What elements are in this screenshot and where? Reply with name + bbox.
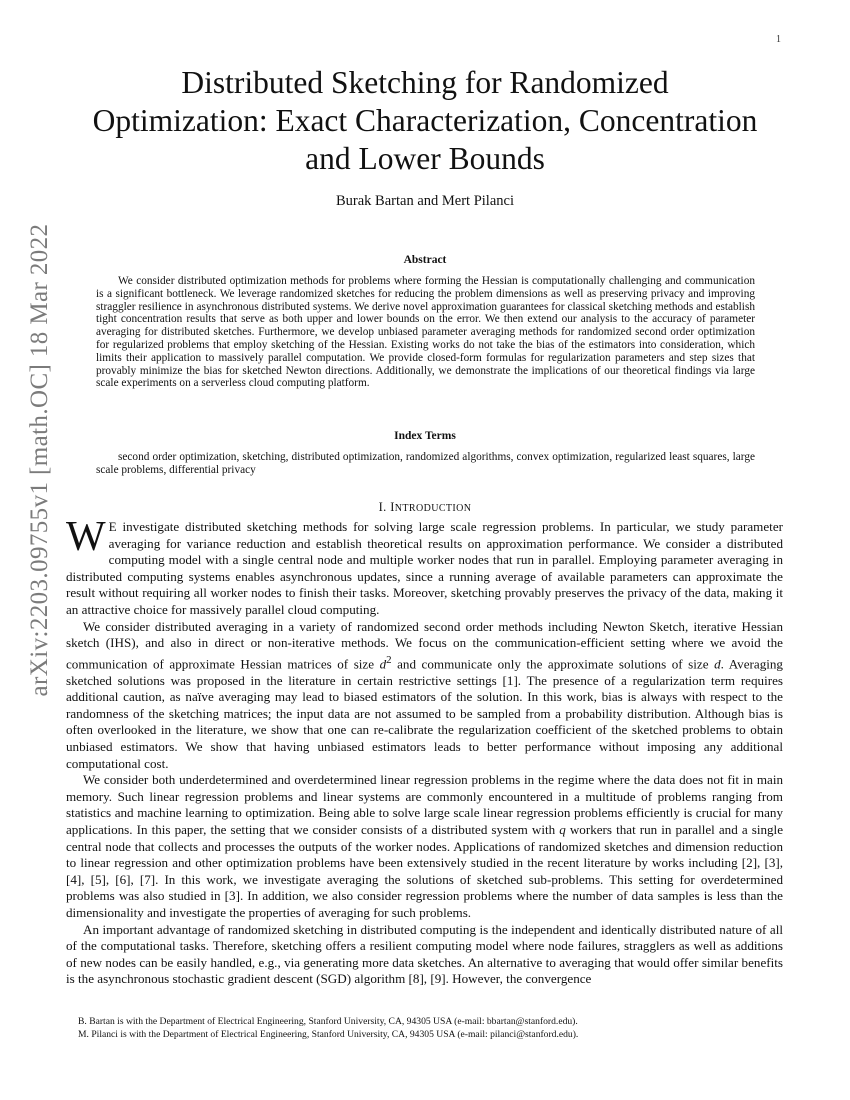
math-d: d [714, 656, 721, 672]
intro-paragraph-3 [66, 772, 783, 921]
paragraph-text: We consider distributed averaging in a variety of randomized second order methods including Newton Sketch, iterative Hessian sketch (IHS), and also in direct or non-iterative methods. We focus on the communication-efficient setting where we avoid the communication of approximate Hessian matrices of size [66, 618, 783, 672]
footnotes [78, 1016, 778, 1041]
math-exponent: 2 [386, 653, 392, 666]
title-line: and Lower Bounds [305, 141, 545, 176]
math-d: d [379, 656, 387, 672]
footnote-author-2: M. Pilanci is with the Department of Electrical Engineering, Stanford University, CA, 94305 USA (e-mail: pilanci@stanford.edu). [78, 1028, 579, 1040]
footnote-author-1: B. Bartan is with the Department of Electrical Engineering, Stanford University, CA, 94305 USA (e-mail: bbartan@stanford.edu). [78, 1016, 578, 1027]
section-heading-introduction [60, 500, 790, 515]
intro-paragraph-1-text: E investigate distributed sketching methods for solving large scale regression problems. In particular, we study parameter averaging for variance reduction and establish theoretical results on approximation performance. We consider a distributed computing model with a single central node and multiple worker nodes that run in parallel. Employing parameter averaging in distributed computing systems enables asynchronous updates, since a running average of available parameters can approximate the result without requiring all worker nodes to finish their tasks. Moreover, sketching provably preserves the privacy of the data, making it an attractive choice for massively parallel cloud computing. [66, 519, 783, 617]
page-number: 1 [776, 34, 781, 45]
section-number: I. [378, 500, 387, 514]
author-list: Burak Bartan and Mert Pilanci [336, 193, 514, 209]
index-terms-heading: Index Terms [394, 430, 456, 442]
drop-cap: W [66, 514, 106, 560]
index-terms-text: second order optimization, sketching, distributed optimization, randomized algorithms, convex optimization, regularized least squares, large scale problems, differential privacy [96, 451, 755, 476]
section-title-initial: I [390, 500, 395, 514]
section-title [390, 500, 471, 514]
title-line: Optimization: Exact Characterization, Concentration [92, 103, 758, 138]
section-title-rest: NTRODUCTION [394, 503, 472, 514]
intro-paragraph-4: An important advantage of randomized sketching in distributed computing is the independent and identically distributed nature of all of the computational tasks. Therefore, sketching offers a resilient computing model where node failures, stragglers as well as additions of new nodes can be easily handled, e.g., via generating more data sketches. An alternative to averaging that would offer similar benefits is the asynchronous stochastic gradient descent (SGD) algorithm [8], [9]. However, the convergence [66, 921, 783, 987]
intro-paragraph-1 [66, 514, 783, 619]
abstract-text: We consider distributed optimization methods for problems where forming the Hessian is computationally challenging and communication is a significant bottleneck. We leverage randomized sketches for reducing the problem dimensions as well as preserving privacy and improving straggler resilience in asynchronous distributed systems. We derive novel approximation guarantees for classical sketching methods and establish tight concentration results that serve as both upper and lower bounds on the error. We then extend our analysis to the accuracy of parameter averaging for distributed sketches. Furthermore, we develop unbiased parameter averaging methods for randomized second order optimization for regularized problems that employ sketching of the Hessian. Existing works do not take the bias of the estimators into consideration, which limits their application to massively parallel computation. We provide closed-form formulas for regularization parameters and step sizes that provably minimize the bias for sketched Newton directions. Additionally, we demonstrate the implications of our theoretical findings via large scale experiments on a serverless cloud computing platform. [96, 275, 755, 390]
paragraph-text: and communicate only the approximate solutions of size [391, 656, 715, 672]
title-line: Distributed Sketching for Randomized [181, 65, 669, 100]
arxiv-identifier-stamp[interactable]: arXiv:2203.09755v1 [math.OC] 18 Mar 2022 [26, 223, 53, 697]
paper-title [60, 64, 790, 178]
introduction-body [66, 514, 784, 988]
paragraph-text: . Averaging sketched solutions was proposed in the literature in certain restrictive settings [1]. The presence of a regularization term requires additional caution, as naïve averaging may lead to biased estimators of the solution. In this work, bias is always with respect to the randomness of the sketching matrices; the input data are not assumed to be sampled from a probability distribution. Although bias is often overlooked in the literature, we show that one can re-calibrate the regularization coefficient of the sketched problems to obtain unbiased estimators. We show that having unbiased estimators leads to better performance without imposing any additional computational cost. [66, 656, 783, 771]
paragraph-text: workers that run in parallel and a single central node that collects and processes the outputs of the worker nodes. Applications of randomized sketches and dimension reduction to linear regression and other optimization problems have been extensively studied in the recent literature by works including [2], [3], [4], [5], [6], [7]. In this work, we investigate averaging the solutions of sketched sub-problems. This setting for overdetermined problems was also studied in [3]. In addition, we also consider regression problems where the number of data samples is less than the dimensionality and investigate the properties of averaging for such problems. [66, 822, 784, 921]
paragraph-text: We consider both underdetermined and overdetermined linear regression problems in the regime where the data does not fit in main memory. Such linear regression problems and linear systems are commonly encountered in a multitude of problems ranging from statistics and machine learning to optimization. Being able to solve large scale linear regression problems efficiently is crucial for many applications. In this paper, the setting that we consider consists of a distributed system with [66, 772, 783, 838]
math-q: q [559, 822, 566, 838]
abstract-heading: Abstract [403, 254, 447, 266]
intro-paragraph-2 [66, 619, 783, 773]
